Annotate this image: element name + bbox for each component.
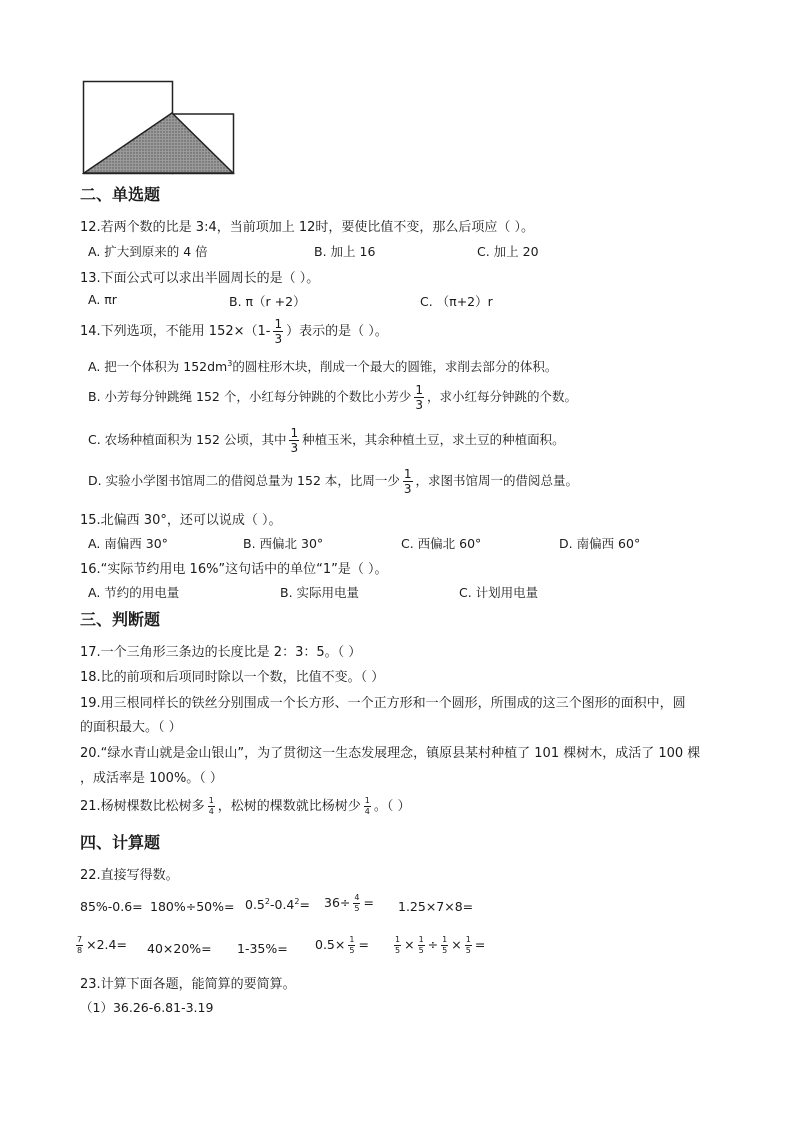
q14-option-a[interactable] (88, 357, 557, 375)
q14-c-text-pre: C. 农场种植面积为 152 公顷，其中 (88, 432, 287, 447)
q22-item-10-fraction-3: $\frac{1}{5}$ (442, 935, 448, 955)
question-12: 12.若两个数的比是 3:4，当前项加上 12时，要使比值不变，那么后项应（ ）。 (80, 220, 535, 235)
section-heading-true-false: 三、判断题 (80, 610, 161, 629)
shaded-triangle (84, 113, 233, 173)
q22-item-10-op-3: × (451, 937, 462, 952)
question-21 (80, 795, 411, 816)
question-20-line2: ，成活率是 100%。（ ） (80, 771, 223, 786)
q22-item-9-post: = (358, 937, 369, 952)
q22-item-4 (324, 894, 374, 913)
q22-item-10-op-1: × (404, 937, 415, 952)
q22-item-3-sup-1: 2 (264, 897, 270, 906)
q14-option-d[interactable] (88, 468, 578, 495)
q22-item-2: 180%÷50%= (150, 899, 235, 914)
question-22: 22.直接写得数。 (80, 868, 179, 883)
q14-b-text-pre: B. 小芳每分钟跳绳 152 个，小红每分钟跳的个数比小芳少 (88, 389, 412, 404)
q21-fraction-2: $\frac{1}{4}$ (364, 796, 370, 816)
q22-item-3-c: = (299, 897, 310, 913)
question-17: 17.一个三角形三条边的长度比是 2：3：5。（ ） (80, 645, 362, 660)
q14-b-fraction: $\frac{1}{3}$ (415, 383, 423, 412)
q22-item-10-fraction-4: $\frac{1}{5}$ (465, 935, 471, 955)
q21-text-pre: 21.杨树棵数比松树多 (80, 799, 205, 814)
q15-option-a[interactable]: A. 南偏西 30° (88, 536, 168, 551)
q14-a-superscript: 3 (227, 358, 233, 368)
q12-option-c[interactable]: C. 加上 20 (477, 244, 539, 259)
q21-text-mid: ，松树的棵数就比杨树少 (217, 799, 361, 814)
q13-option-b[interactable]: B. π（r +2） (229, 294, 306, 309)
q14-option-b[interactable] (88, 384, 577, 411)
question-23: 23.计算下面各题，能简算的要简算。 (80, 977, 296, 992)
q22-item-7: 40×20%= (147, 941, 212, 956)
q14-a-text-post: 的圆柱形木块，削成一个最大的圆锥，求削去部分的体积。 (232, 359, 558, 374)
q14-c-text-post: 种植玉米，其余种植土豆，求土豆的种植面积。 (302, 432, 565, 447)
q16-option-b[interactable]: B. 实际用电量 (280, 585, 360, 600)
q15-option-b[interactable]: B. 西偏北 30° (243, 536, 324, 551)
q13-option-c[interactable]: C. （π+2）r (420, 294, 493, 309)
question-13: 13.下面公式可以求出半圆周长的是（ ）。 (80, 271, 320, 286)
q22-item-10-fraction-2: $\frac{1}{5}$ (418, 935, 424, 955)
q14-b-text-post: ，求小红每分钟跳的个数。 (426, 389, 577, 404)
q14-a-text-pre: A. 把一个体积为 152dm (88, 359, 228, 374)
q22-item-5: 1.25×7×8= (398, 899, 474, 914)
question-20-line1: 20.“绿水青山就是金山银山”，为了贯彻这一生态发展理念，镇原县某村种植了 101 棵树木，成活了 100 棵 (80, 746, 701, 761)
q22-item-10-op-2: ÷ (427, 937, 439, 952)
q22-item-1: 85%-0.6= (80, 899, 143, 914)
question-23-part-1: （1）36.26-6.81-3.19 (80, 1000, 214, 1015)
q13-option-a[interactable]: A. πr (88, 292, 117, 307)
question-19-line2: 的面积最大。（ ） (80, 720, 182, 735)
section-heading-single-choice: 二、单选题 (80, 185, 161, 204)
q22-item-10-fraction-1: $\frac{1}{5}$ (395, 935, 401, 955)
q21-fraction-1: $\frac{1}{4}$ (208, 796, 214, 816)
geometry-figure (82, 80, 236, 176)
q22-item-4-pre: 36÷ (324, 895, 351, 910)
q22-item-3-b: -0.4 (269, 897, 295, 913)
q22-item-3-a: 0.5 (245, 897, 265, 913)
question-18: 18.比的前项和后项同时除以一个数，比值不变。（ ） (80, 670, 385, 685)
q15-option-c[interactable]: C. 西偏北 60° (401, 536, 482, 551)
q14-d-text-pre: D. 实验小学图书馆周二的借阅总量为 152 本，比周一少 (88, 473, 400, 488)
question-19-line1: 19.用三根同样长的铁丝分别围成一个长方形、一个正方形和一个圆形，所围成的这三个图形的面积中，圆 (80, 696, 686, 711)
q22-item-10-eq: = (474, 937, 486, 952)
q22-item-6-fraction: $\frac{7}{8}$ (77, 935, 83, 955)
q14-c-fraction: $\frac{1}{3}$ (290, 426, 299, 455)
q22-item-4-fraction: $\frac{4}{5}$ (354, 893, 360, 913)
q22-item-6 (73, 936, 127, 955)
q14-option-c[interactable] (88, 427, 565, 454)
q12-option-a[interactable]: A. 扩大到原来的 4 倍 (88, 244, 208, 259)
q14-d-text-post: ，求图书馆周一的借阅总量。 (415, 473, 579, 488)
q21-text-post: 。（ ） (373, 799, 411, 814)
q22-item-10 (391, 936, 485, 955)
q14-d-fraction: $\frac{1}{3}$ (403, 467, 412, 496)
section-heading-calculation: 四、计算题 (80, 833, 161, 852)
q22-item-9-pre: 0.5× (315, 937, 346, 952)
question-16: 16.“实际节约用电 16%”这句话中的单位“1”是（ ）。 (80, 562, 388, 577)
q14-stem-post: ）表示的是（ ）。 (286, 324, 388, 339)
q22-item-3-sup-2: 2 (294, 897, 300, 906)
q22-item-9 (315, 936, 369, 955)
q22-item-3 (245, 897, 310, 912)
q14-fraction: $\frac{1}{3}$ (274, 317, 283, 346)
q15-option-d[interactable]: D. 南偏西 60° (559, 536, 641, 551)
q14-stem-pre: 14.下列选项，不能用 152×（1- (80, 324, 271, 339)
q12-option-b[interactable]: B. 加上 16 (314, 244, 376, 259)
q22-item-8: 1-35%= (237, 941, 288, 956)
q22-item-4-post: = (363, 895, 374, 910)
q16-option-c[interactable]: C. 计划用电量 (459, 585, 539, 600)
question-15: 15.北偏西 30°，还可以说成（ ）。 (80, 513, 282, 528)
q22-item-6-post: ×2.4= (86, 937, 127, 952)
q16-option-a[interactable]: A. 节约的用电量 (88, 585, 180, 600)
question-14 (80, 318, 388, 345)
q22-item-9-fraction: $\frac{1}{5}$ (349, 935, 355, 955)
